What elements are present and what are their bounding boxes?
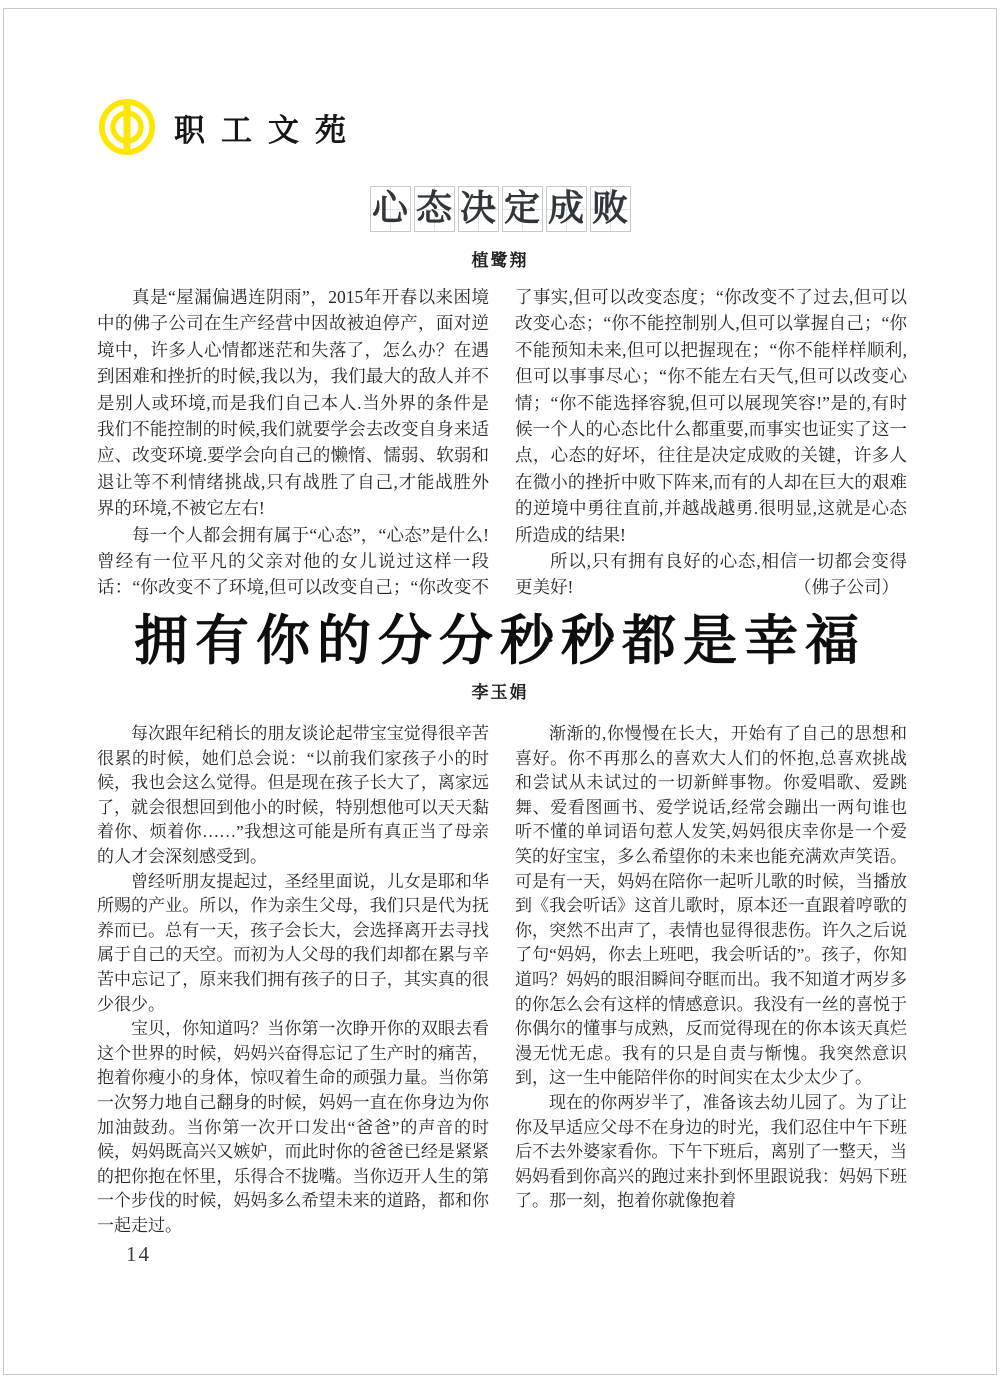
article1-paragraph-text: 所以,只有拥有良好的心态,相信一切都会变得更美好! xyxy=(515,551,907,598)
title-char: 心 xyxy=(371,188,408,228)
title-char: 定 xyxy=(503,188,540,228)
title-grid-box xyxy=(590,186,631,232)
article1-paragraph: 每一个人都会拥有属于“心态”，“心态”是什么!曾经有一位平凡的父亲对他的女儿说过这样一段话：“你改变不了环境,但可以改变自己；“你改变不了事实,但可以改变态度；“你改变不了过去,但可以改变心态；“你不能控制别人,但可以掌握自己；“你不能预知未来,但可以把握现在；“你不能样样顺利,但可以事事尽心；“你不能左右天气,但可以改变心情；“你不能选择容貌,但可以展现笑容!”是的,有时候一个人的心态比什么都重要,而事实也证实了这一点，心态的好坏，往往是决定成败的关键，许多人在微小的挫折中败下阵来,而有的人却在巨大的艰难的逆境中勇往直前,并越战越勇.很明显,这就是心态所造成的结果! xyxy=(97,287,907,598)
section-header xyxy=(98,98,362,156)
title-grid-box xyxy=(546,186,587,232)
title-char: 决 xyxy=(459,188,496,228)
article1-paragraph xyxy=(515,548,907,601)
page-number: 14 xyxy=(126,1242,151,1266)
article2-paragraph: 渐渐的,你慢慢在长大，开始有了自己的思想和喜好。你不再那么的喜欢大人们的怀抱,总喜欢挑战和尝试从未试过的一切新鲜事物。你爱唱歌、爱跳舞、爱看图画书、爱学说话,经常会蹦出一两句谁也听不懂的单词语句惹人发笑,妈妈很庆幸你是一个爱笑的好宝宝，多么希望你的未来也能充满欢声笑语。可是有一天，妈妈在陪你一起听儿歌的时候，当播放到《我会听话》这首儿歌时，原本还一直跟着哼歌的你，突然不出声了，表情也显得很悲伤。许久之后说了句“妈妈，你去上班吧，我会听话的”。孩子，你知道吗？妈妈的眼泪瞬间夺眶而出。我不知道才两岁多的你怎么会有这样的情感意识。我没有一丝的喜悦于你偶尔的懂事与成熟，反而觉得现在的你本该天真烂漫无忧无虑。我有的只是自责与惭愧。我突然意识到，这一生中能陪伴你的时间实在太少太少了。 xyxy=(515,724,907,1088)
article2-paragraph: 每次跟年纪稍长的朋友谈论起带宝宝觉得很辛苦很累的时候，她们总会说：“以前我们家孩子小的时候，我也会这么觉得。但是现在孩子长大了，离家远了，就会很想回到他小的时候，特别想他可以天天黏着你、烦着你……”我想这可能是所有真正当了母亲的人才会深刻感受到。 xyxy=(97,724,489,866)
article2-title: 拥有你的分分秒秒都是幸福 xyxy=(134,611,866,671)
article2-paragraph: 宝贝，你知道吗？当你第一次睁开你的双眼去看这个世界的时候，妈妈兴奋得忘记了生产时的痛苦，抱着你瘦小的身体，惊叹着生命的顽强力量。当你第一次努力地自己翻身的时候，妈妈一直在你身边为你加油鼓劲。当你第一次开口发出“爸爸”的声音的时候，妈妈既高兴又嫉妒，而此时你的爸爸已经是紧紧的把你抱在怀里，乐得合不拢嘴。当你迈开人生的第一个步伐的时候，妈妈多么希望未来的道路，都和你一起走过。 xyxy=(97,1019,489,1235)
title-grid-box xyxy=(414,186,455,232)
article1-body xyxy=(97,284,907,616)
section-title: 职工文苑 xyxy=(174,112,362,148)
title-char: 态 xyxy=(415,188,452,228)
title-grid-box xyxy=(502,186,543,232)
article1-paragraph: 真是“屋漏偏遇连阴雨”，2015年开春以来困境中的佛子公司在生产经营中因故被迫停产，面对逆境中，许多人心情都迷茫和失落了，怎么办？在遇到困难和挫折的时候,我以为，我们最大的敌人并不是别人或环境,而是我们自己本人.当外界的条件是我们不能控制的时候,我们就要学会去改变自身来适应、改变环境.要学会向自己的懒惰、懦弱、软弱和退让等不利情绪挑战,只有战胜了自己,才能战胜外界的环境,不被它左右! xyxy=(97,287,489,519)
article1-byline: （佛子公司） xyxy=(794,577,899,598)
article1-title xyxy=(0,186,1000,232)
article2-paragraph: 曾经听朋友提起过，圣经里面说，儿女是耶和华所赐的产业。所以，作为亲生父母，我们只是代为抚养而已。总有一天，孩子会长大，会选择离开去寻找属于自己的天空。而初为人父母的我们却都在累与辛苦中忘记了，原来我们拥有孩子的日子，其实真的很少很少。 xyxy=(97,871,489,1014)
title-char: 成 xyxy=(547,188,584,228)
article2-paragraph: 现在的你两岁半了，准备该去幼儿园了。为了让你及早适应父母不在身边的时光，我们忍住中午下班后不去外婆家看你。下午下班后，离别了一整天，当妈妈看到你高兴的跑过来扑到怀里跟说我：妈妈下班了。那一刻，抱着你就像抱着 xyxy=(515,1092,907,1211)
title-grid-box xyxy=(370,186,411,232)
title-grid-box xyxy=(458,186,499,232)
title-char: 败 xyxy=(591,188,628,228)
article2-author: 李玉娟 xyxy=(471,683,529,702)
article1-author: 植鹭翔 xyxy=(471,251,529,270)
article2-body xyxy=(97,722,907,1250)
trade-union-logo-icon xyxy=(98,98,156,156)
